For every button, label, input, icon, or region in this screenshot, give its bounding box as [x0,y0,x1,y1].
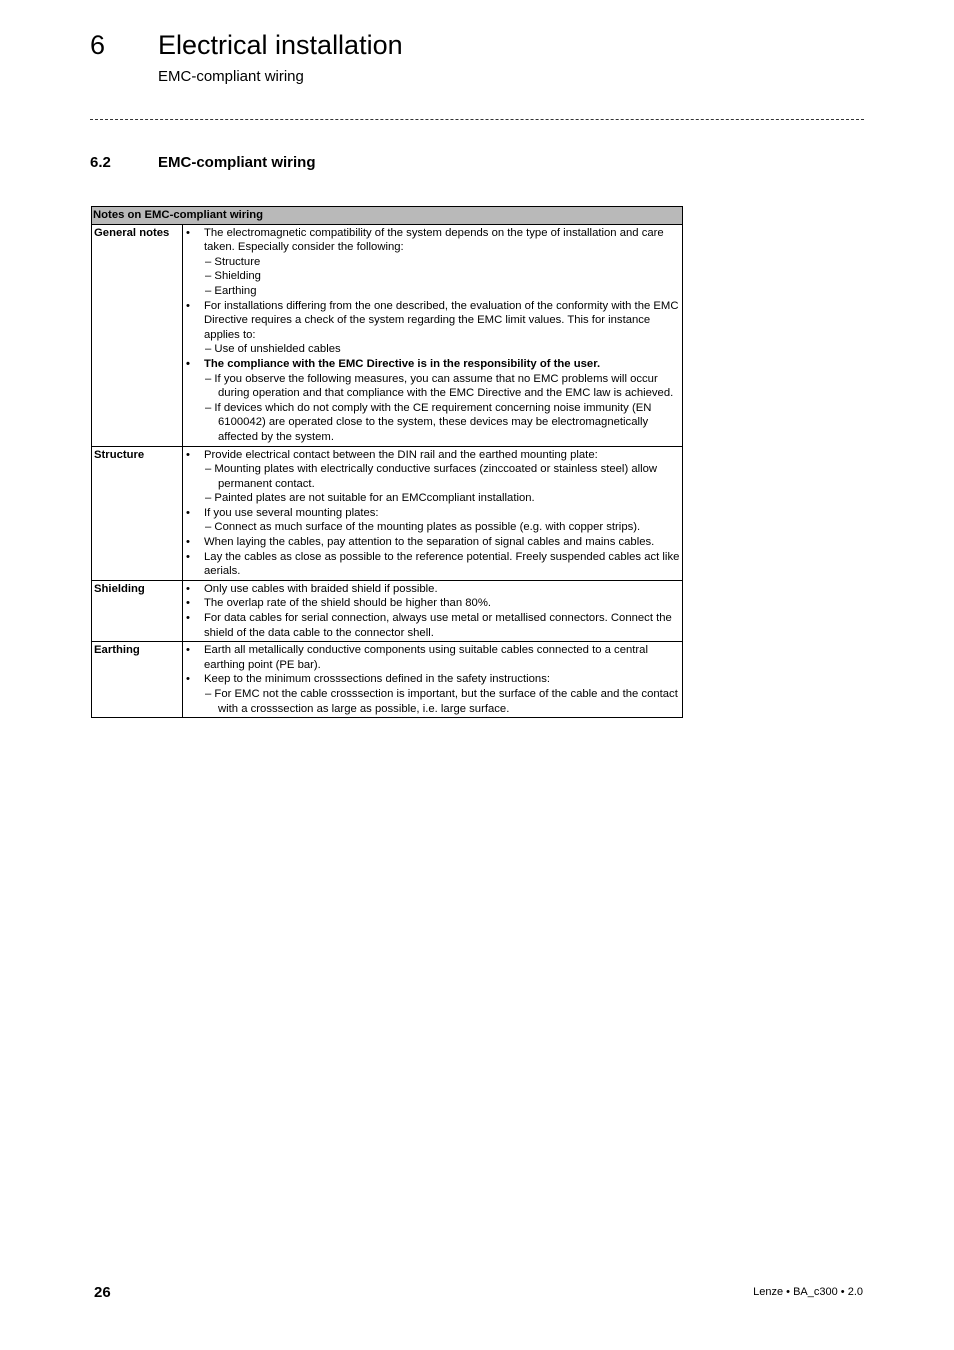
list-item: • The electromagnetic compatibility of the system depends on the type of installation and care taken. Especially consider the following: [185,226,680,255]
row-label: General notes [92,224,183,446]
list-item: • If you use several mounting plates: [185,506,680,521]
document-info: Lenze • BA_c300 • 2.0 [753,1286,863,1298]
row-content [183,580,683,641]
sub-item: – For EMC not the cable crosssection is important, but the surface of the cable and the contact with a crosssection as large as possible, i.e. large surface. [205,688,678,715]
list-item-bold: • The compliance with the EMC Directive is in the responsibility of the user. [185,357,680,372]
chapter-number: 6 [90,30,106,60]
sub-item: – Painted plates are not suitable for an EMCcompliant installation. [205,492,535,505]
list-item: • Provide electrical contact between the DIN rail and the earthed mounting plate: [185,448,680,463]
table-row-structure [92,446,683,580]
list-item: • Lay the cables as close as possible to the reference potential. Freely suspended cables act like aerials. [185,550,680,579]
table-row-shielding [92,580,683,641]
list-item: • For installations differing from the one described, the evaluation of the conformity with the EMC Directive requires a check of the system regarding the EMC limit values. This for instance applies to: [185,299,680,343]
row-content [183,446,683,580]
row-label: Structure [92,446,183,580]
sub-item: – Earthing [205,284,257,297]
sub-item: – Structure [205,255,261,268]
sub-item: – Connect as much surface of the mounting plates as possible (e.g. with copper strips). [205,521,641,534]
list-item: • Keep to the minimum crosssections defined in the safety instructions: [185,672,680,687]
list-item: • Only use cables with braided shield if possible. [185,582,680,597]
sub-item: – Mounting plates with electrically conductive surfaces (zinccoated or stainless steel) allow permanent contact. [205,463,658,490]
header-divider [90,119,864,120]
list-item: • When laying the cables, pay attention to the separation of signal cables and mains cables. [185,535,680,550]
list-item: • The overlap rate of the shield should be higher than 80%. [185,596,680,611]
table-title: Notes on EMC-compliant wiring [92,207,683,225]
list-item: • Earth all metallically conductive components using suitable cables connected to a central earthing point (PE bar). [185,643,680,672]
sub-item: – Shielding [205,270,261,283]
row-label: Shielding [92,580,183,641]
emc-notes-table [91,206,683,718]
list-item: • For data cables for serial connection, always use metal or metallised connectors. Connect the shield of the data cable to the connector shell. [185,611,680,640]
row-label: Earthing [92,642,183,718]
table-row-general-notes [92,224,683,446]
chapter-title: Electrical installation [158,30,403,60]
row-content [183,224,683,446]
table-row-earthing [92,642,683,718]
sub-item: – If devices which do not comply with the CE requirement concerning noise immunity (EN 6100042) are operated close to the system, these devices may be electromagnetically affected by the system. [205,401,652,443]
page-number: 26 [94,1284,111,1301]
sub-item: – If you observe the following measures, you can assume that no EMC problems will occur during operation and that compliance with the EMC Directive and the EMC law is achieved. [205,372,674,400]
section-title: EMC-compliant wiring [158,154,316,171]
chapter-subtitle: EMC-compliant wiring [158,68,304,85]
section-number: 6.2 [90,154,111,171]
row-content [183,642,683,718]
sub-item: – Use of unshielded cables [205,343,341,356]
table-header-row [92,207,683,225]
